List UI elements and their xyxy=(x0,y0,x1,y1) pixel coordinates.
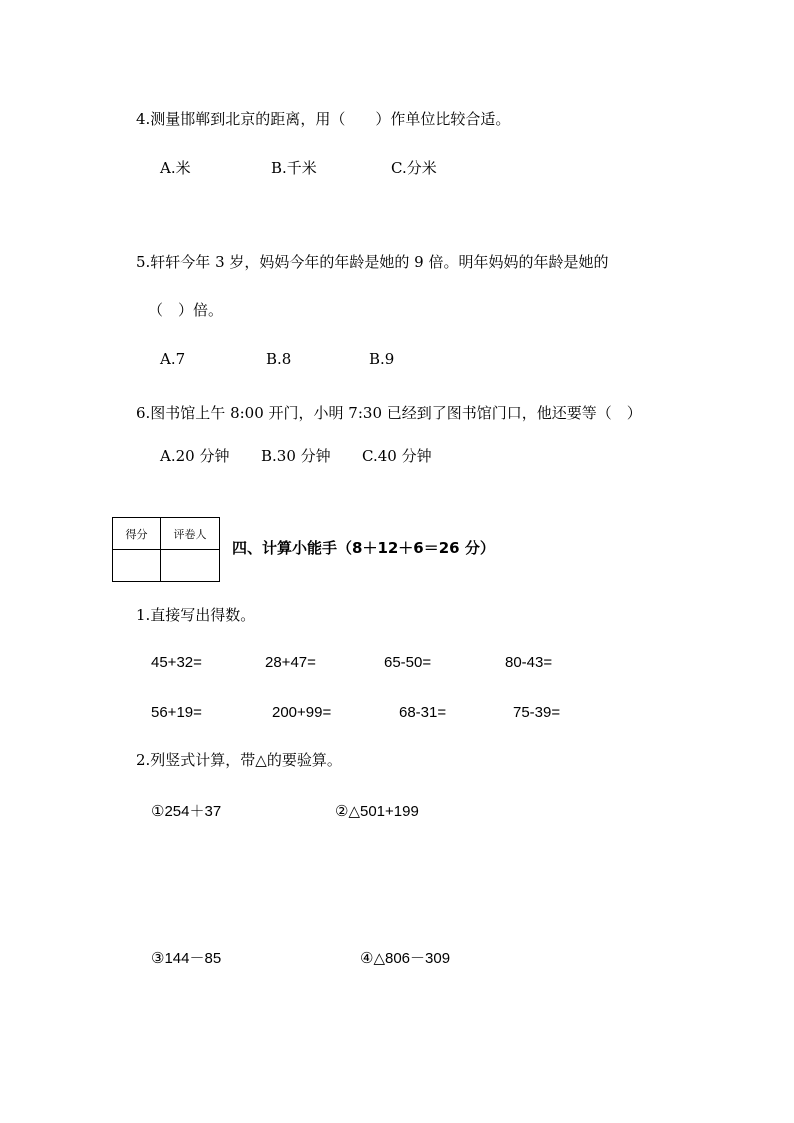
mental-math-item: 200+99= xyxy=(272,704,332,721)
mental-math-item: 65-50= xyxy=(384,654,432,671)
question-5-stem-line2: （ ）倍。 xyxy=(148,301,224,319)
question-6-stem: 6.图书馆上午 8:00 开门，小明 7:30 已经到了图书馆门口，他还要等（ ） xyxy=(136,404,642,422)
score-box xyxy=(112,517,220,582)
question-5-stem-line1: 5.轩轩今年 3 岁，妈妈今年的年龄是她的 9 倍。明年妈妈的年龄是她的 xyxy=(136,253,609,271)
mental-math-item: 56+19= xyxy=(151,704,202,721)
mental-math-item: 68-31= xyxy=(399,704,447,721)
part-2-title: 2.列竖式计算，带△的要验算。 xyxy=(136,751,342,769)
mental-math-item: 28+47= xyxy=(265,654,316,671)
mental-math-item: 80-43= xyxy=(505,654,553,671)
question-6-option-b: B.30 分钟 xyxy=(261,447,331,465)
vertical-calc-item-2: ②△501+199 xyxy=(335,803,419,820)
vertical-calc-item-1: ①254＋37 xyxy=(151,803,222,820)
section-4-title: 四、计算小能手（8＋12＋6＝26 分） xyxy=(232,539,495,557)
mental-math-item: 75-39= xyxy=(513,704,561,721)
vertical-calc-item-4: ④△806－309 xyxy=(360,950,451,967)
question-4-option-c: C.分米 xyxy=(391,159,437,177)
question-6-option-c: C.40 分钟 xyxy=(362,447,432,465)
grader-header: 评卷人 xyxy=(161,518,220,550)
grader-cell[interactable] xyxy=(161,550,220,582)
question-5-option-b: B.8 xyxy=(266,350,292,368)
question-5-option-c: B.9 xyxy=(369,350,395,368)
question-6-option-a: A.20 分钟 xyxy=(160,447,230,465)
mental-math-item: 45+32= xyxy=(151,654,202,671)
score-cell[interactable] xyxy=(113,550,161,582)
question-5-option-a: A.7 xyxy=(160,350,186,368)
question-4-option-a: A.米 xyxy=(160,159,191,177)
vertical-calc-item-3: ③144－85 xyxy=(151,950,222,967)
question-4-option-b: B.千米 xyxy=(271,159,317,177)
question-4-stem: 4.测量邯郸到北京的距离，用（ ）作单位比较合适。 xyxy=(136,110,511,128)
part-1-title: 1.直接写出得数。 xyxy=(136,606,256,624)
score-header: 得分 xyxy=(113,518,161,550)
